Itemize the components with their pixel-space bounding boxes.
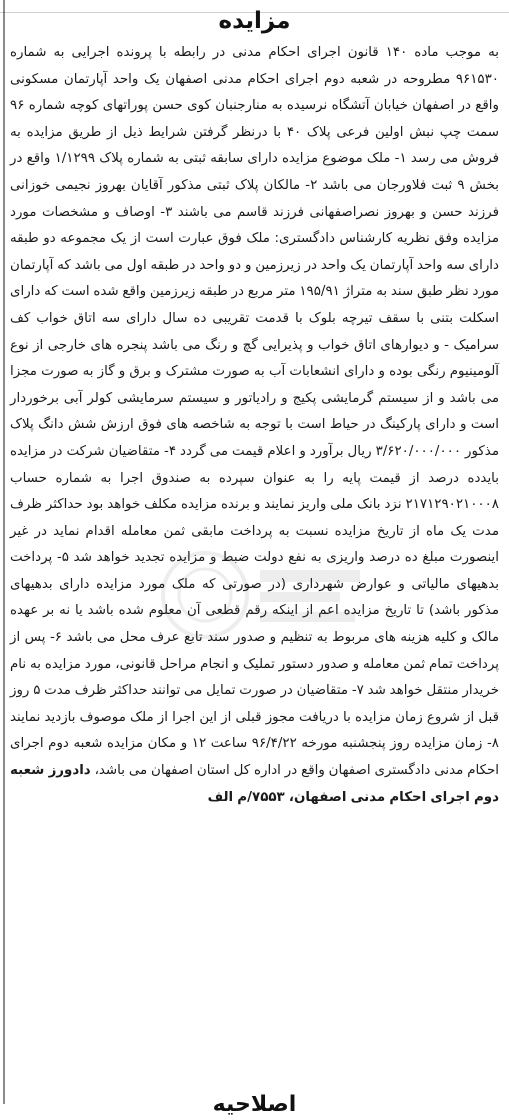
notice-signature: دادورز شعبه دوم اجرای احکام مدنی اصفهان، ۷۵۵۳/م الف [10,763,499,805]
notice-title: مزایده [218,8,291,34]
clipping-left-edge [3,0,5,1104]
notice-paragraph: به موجب ماده ۱۴۰ قانون اجرای احکام مدنی در رابطه با پرونده اجرایی به شماره ۹۶۱۵۳۰ مطروحه در شعبه دوم اجرای احکام مدنی اصفهان یک واحد آپارتمان مسکونی واقع در اصفهان خیابان آتشگاه نرسیده به منارجنبان کوی حسن پوراتهای کوچه شماره ۹۶ سمت چپ نبش اولین فرعی پلاک ۴۰ با درنظر گرفتن شرایط ذیل از طریق مزایده به فروش می رسد ۱- ملک موضوع مزایده دارای سابقه ثبتی به شماره پلاک ۱/۱۲۹۹ واقع در بخش ۹ ثبت فلاورجان می باشد ۲- مالکان پلاک ثبتی مذکور آقایان بهروز نجیمی خوزانی فرزند حسن و بهروز نصراصفهانی فرزند قاسم می باشند ۳- اوصاف و مشخصات مورد مزایده وفق نظریه کارشناس دادگستری: ملک فوق عبارت است از یک مجموعه دو طبقه دارای سه واحد آپارتمان یک واحد در زیرزمین و دو واحد در طبقه اول می باشد که آپارتمان مورد نظر طبق سند به متراژ ۱۹۵/۹۱ متر مربع در طبقه زیرزمین واقع شده است که دارای اسکلت بتنی با سقف تیرچه بلوک با قدمت تقریبی ده سال دارای سه اتاق خواب کف سرامیک - و دیوارهای اتاق خواب و پذیرایی گچ و رنگ می باشد پنجره های خارجی از نوع آلومینیوم رنگی بوده و دارای انشعابات آب به صورت مشترک و برق و گاز به صورت مجزا می باشد و از سیستم گرمایشی پکیج و رادیاتور و سیستم سرمایشی کولر آبی برخوردار است و دارای پارکینگ در حیاط است با توجه به شاخصه های فوق ارزش شش دانگ پلاک مذکور ۳/۶۲۰/۰۰۰/۰۰۰ ریال برآورد و اعلام قیمت می گردد ۴- متقاضیان شرکت در مزایده بایدده درصد از قیمت پایه را به عنوان سپرده به صندوق اجرا به شماره حساب ۲۱۷۱۲۹۰۲۱۰۰۰۸ نزد بانک ملی واریز نمایند و برنده مزایده مکلف خواهد بود حداکثر ظرف مدت یک ماه از تاریخ مزایده نسبت به پرداخت مابقی ثمن معامله اقدام نماید در غیر اینصورت مبلغ ده درصد واریزی به نفع دولت ضبط و مزایده تجدید خواهد شد ۵- پرداخت بدهیهای مالیاتی و عوارض شهرداری (در صورتی که ملک مورد مزایده دارای بدهیهای مذکور باشد) تا تاریخ مزایده اعم از اینکه رقم قطعی آن معلوم شده باشد یا نه بر عهده مالک و کلیه هزینه های مربوط به تنظیم و صدور سند تابع عرف محل می باشد ۶- پس از پرداخت تمام ثمن معامله و صدور دستور تملیک و انجام مراحل قانونی، مورد مزایده به نام خریدار منتقل خواهد شد ۷- متقاضیان در صورت تمایل می توانند حداکثر ظرف مدت ۵ روز قبل از شروع زمان مزایده با دریافت مجوز قبلی از این اجرا از ملک موصوف بازدید نمایند ۸- زمان مزایده روز پنجشنبه مورخه ۹۶/۴/۲۲ ساعت ۱۲ و مکان مزایده شعبه دوم اجرای احکام مدنی دادگستری اصفهان واقع در اداره کل استان اصفهان می باشد، [10,45,500,779]
notice-body [10,40,499,811]
next-notice-heading: اصلاحیه [212,1092,297,1117]
